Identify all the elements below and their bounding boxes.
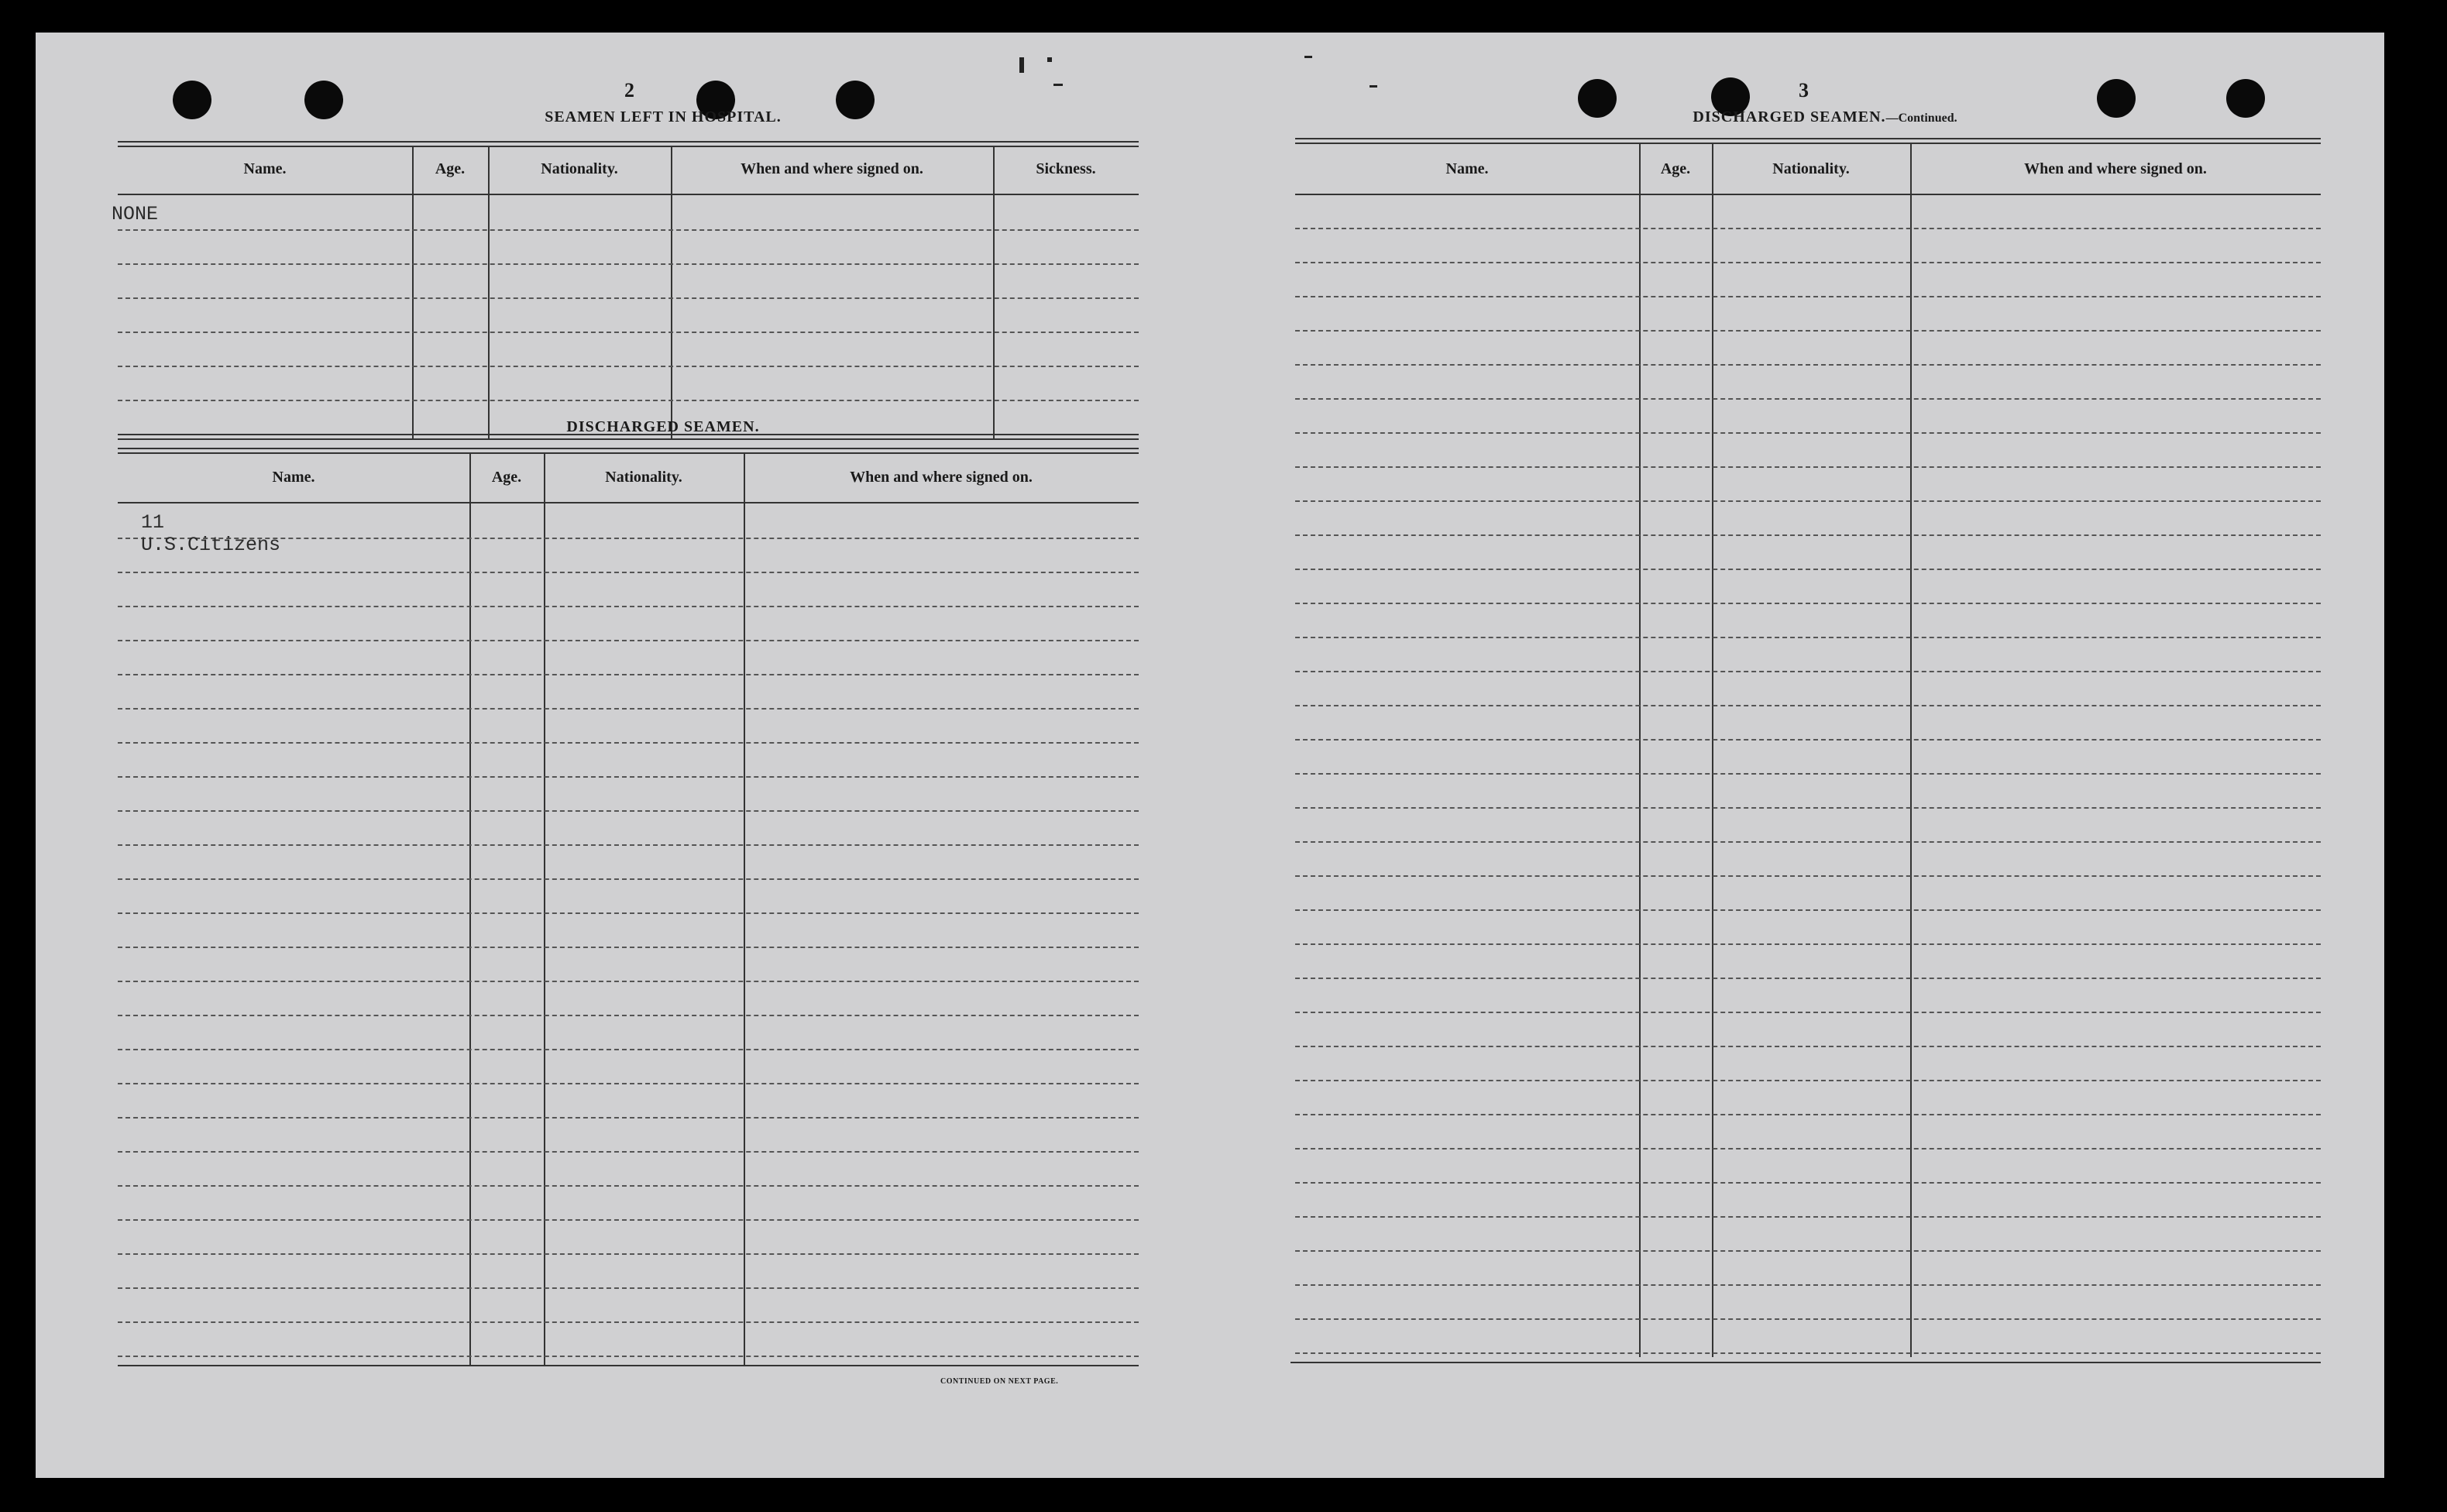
ruled-line	[118, 674, 1139, 675]
punch-hole	[1578, 79, 1617, 118]
punch-hole	[304, 81, 343, 119]
ruled-line	[1295, 943, 2321, 945]
ruled-line	[118, 776, 1139, 778]
ruled-line	[1295, 909, 2321, 911]
ruled-line	[1295, 296, 2321, 297]
punch-hole	[2226, 79, 2265, 118]
ruled-line	[1295, 534, 2321, 536]
ruled-line	[118, 1083, 1139, 1084]
ink-speck	[1047, 57, 1052, 62]
hospital-section-title: SEAMEN LEFT IN HOSPITAL.	[545, 108, 782, 125]
ledger-sheet	[36, 33, 2384, 1478]
ruled-line	[1295, 637, 2321, 638]
column-header-signed-on: When and where signed on.	[741, 160, 923, 177]
ruled-line	[1295, 603, 2321, 604]
punch-hole	[2097, 79, 2136, 118]
ruled-line	[1295, 330, 2321, 332]
ruled-line	[118, 1219, 1139, 1221]
ruled-line	[118, 844, 1139, 846]
ruled-line	[1295, 739, 2321, 741]
ruled-line	[1295, 1148, 2321, 1149]
ruled-line	[1295, 364, 2321, 366]
ink-speck	[1053, 84, 1063, 86]
ruled-line	[1295, 1012, 2321, 1013]
ruled-line	[118, 1049, 1139, 1050]
ruled-line	[118, 981, 1139, 982]
column-header-age: Age.	[435, 160, 466, 177]
ruled-line	[118, 810, 1139, 812]
ruled-line	[118, 606, 1139, 607]
ruled-line	[118, 912, 1139, 914]
ruled-line	[118, 1117, 1139, 1119]
ruled-line	[1295, 1046, 2321, 1047]
ruled-line	[1295, 432, 2321, 434]
column-header-age: Age.	[491, 469, 522, 486]
ruled-line	[1295, 569, 2321, 570]
column-header-name: Name.	[272, 469, 315, 486]
ruled-line	[118, 742, 1139, 744]
ruled-line	[118, 1321, 1139, 1323]
ruled-line	[118, 878, 1139, 880]
column-header-nationality: Nationality.	[1772, 160, 1850, 177]
ruled-line	[1295, 1284, 2321, 1286]
ruled-line	[118, 1151, 1139, 1153]
ruled-line	[1295, 1352, 2321, 1354]
ruled-line	[1295, 466, 2321, 468]
ruled-line	[1295, 1318, 2321, 1320]
column-header-nationality: Nationality.	[605, 469, 682, 486]
title-text: DISCHARGED SEAMEN.	[1693, 108, 1886, 125]
column-header-sickness: Sickness.	[1036, 160, 1096, 177]
page-number: 3	[1799, 79, 1809, 101]
discharged-entry: 11 U.S.Citizens	[141, 511, 281, 556]
ruled-line	[1295, 1182, 2321, 1184]
discharged-section-title: DISCHARGED SEAMEN.	[566, 418, 760, 435]
ruled-line	[1295, 1080, 2321, 1081]
column-header-signed-on: When and where signed on.	[2024, 160, 2207, 177]
ruled-line	[1295, 841, 2321, 843]
ink-speck	[1370, 85, 1377, 88]
ruled-line	[118, 572, 1139, 573]
ruled-line	[1295, 228, 2321, 229]
ruled-line	[1295, 978, 2321, 979]
column-header-signed-on: When and where signed on.	[850, 469, 1033, 486]
ruled-line	[1295, 1250, 2321, 1252]
discharged-continued-title	[1631, 108, 2019, 126]
punch-hole	[173, 81, 211, 119]
ruled-line	[1295, 1114, 2321, 1115]
ruled-line	[118, 1356, 1139, 1357]
ruled-line	[1295, 262, 2321, 263]
ink-speck	[1019, 57, 1024, 73]
page-number: 2	[624, 79, 634, 101]
hospital-entry: NONE	[112, 203, 159, 225]
title-suffix: —Continued.	[1885, 112, 1957, 125]
ruled-line	[1295, 705, 2321, 706]
ruled-line	[1295, 671, 2321, 672]
ruled-line	[1295, 773, 2321, 775]
column-header-name: Name.	[1445, 160, 1489, 177]
column-header-nationality: Nationality.	[541, 160, 618, 177]
column-header-name: Name.	[243, 160, 287, 177]
ruled-line	[118, 708, 1139, 710]
ruled-line	[118, 1253, 1139, 1255]
ruled-line	[1295, 875, 2321, 877]
ruled-line	[1295, 807, 2321, 809]
ruled-line	[1295, 398, 2321, 400]
ruled-line	[118, 1287, 1139, 1289]
ruled-line	[118, 947, 1139, 948]
ruled-line	[1295, 1216, 2321, 1218]
ruled-line	[118, 1015, 1139, 1016]
ink-speck	[1304, 56, 1312, 58]
continued-note: CONTINUED ON NEXT PAGE.	[940, 1377, 1059, 1386]
ruled-line	[1295, 500, 2321, 502]
column-header-age: Age.	[1660, 160, 1691, 177]
ruled-line	[118, 640, 1139, 641]
ruled-line	[118, 1185, 1139, 1187]
